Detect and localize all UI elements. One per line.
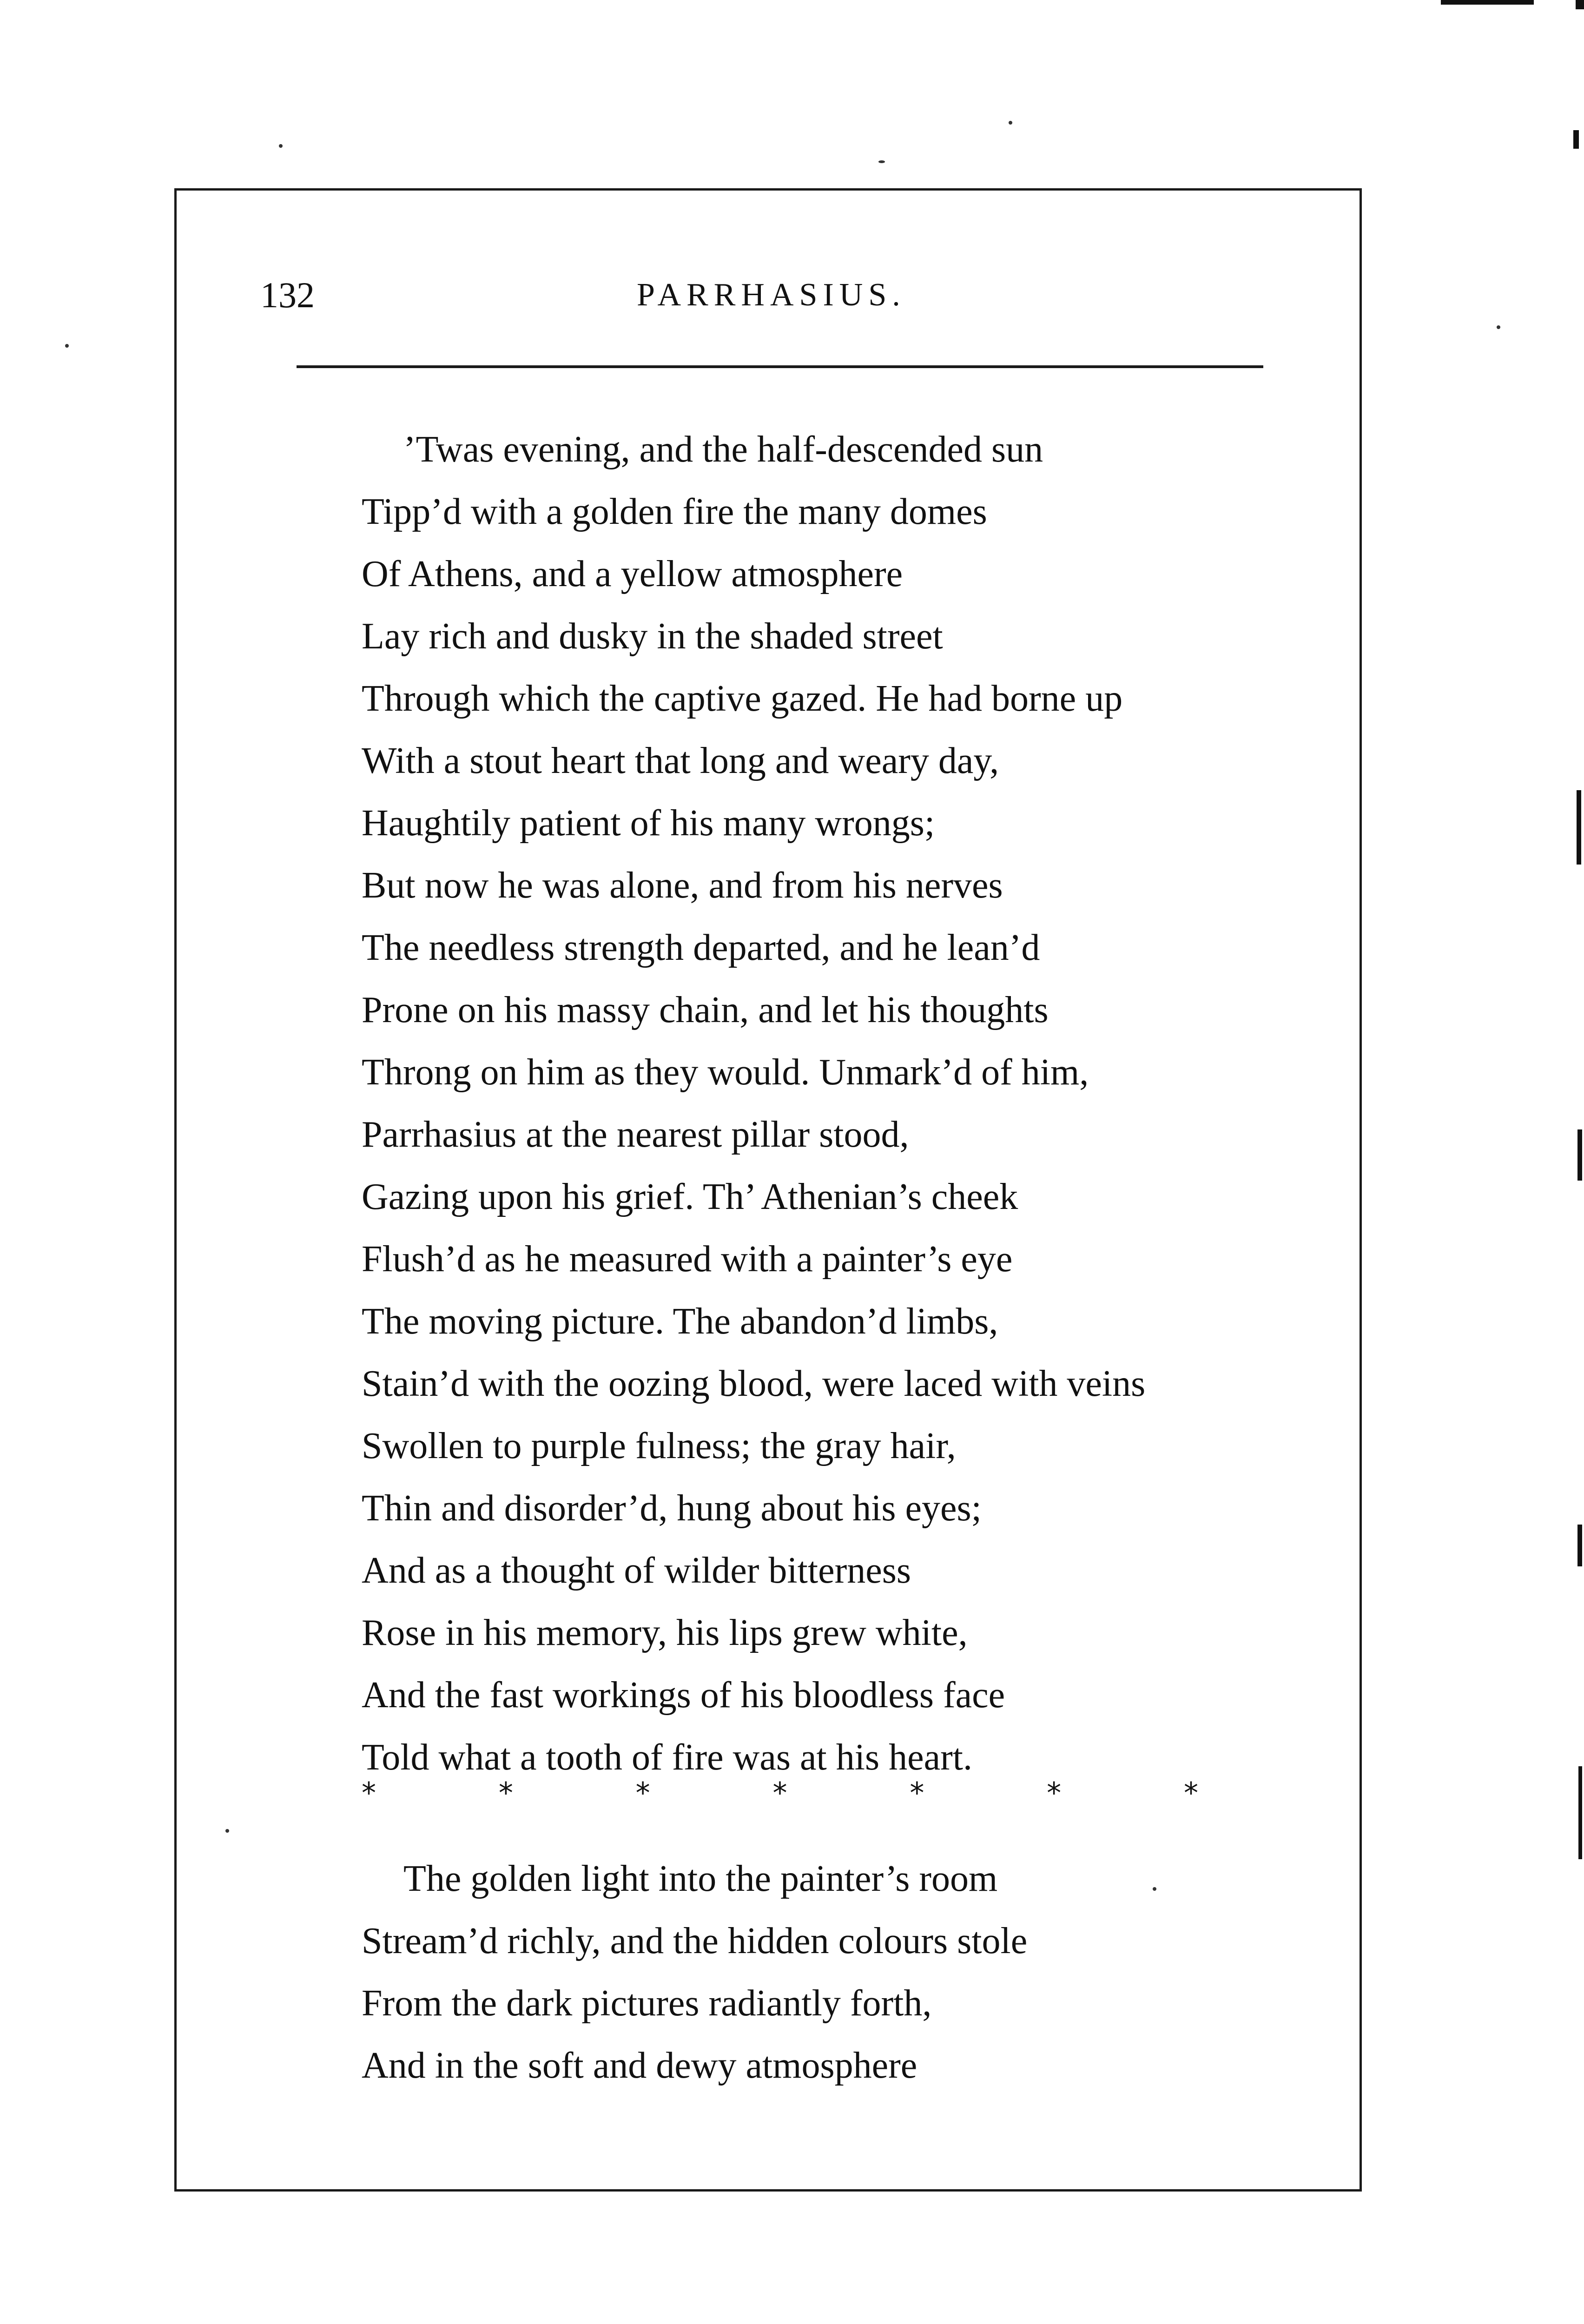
edge-mark [1573, 130, 1579, 149]
asterisk: * [635, 1776, 650, 1810]
scan-speck [1009, 121, 1012, 125]
section-break [362, 1776, 1198, 1810]
poem-line: Gazing upon his grief. Th’ Athenian’s cheek [362, 1176, 1018, 1217]
poem-line: Told what a tooth of fire was at his heart. [362, 1737, 973, 1778]
poem-line: The moving picture. The abandon’d limbs, [362, 1301, 998, 1342]
poem-line: The golden light into the painter’s room [403, 1858, 998, 1899]
poem-line: Prone on his massy chain, and let his thoughts [362, 990, 1049, 1030]
scan-speck [279, 144, 283, 148]
edge-mark [1578, 1766, 1582, 1859]
scan-speck [225, 1829, 229, 1833]
poem-line: Haughtily patient of his many wrongs; [362, 803, 935, 844]
header-rule [297, 365, 1263, 368]
poem-line: But now he was alone, and from his nerves [362, 865, 1003, 906]
poem-line: Stream’d richly, and the hidden colours stole [362, 1921, 1028, 1961]
poem-line: Throng on him as they would. Unmark’d of him, [362, 1052, 1089, 1093]
poem-line: Lay rich and dusky in the shaded street [362, 616, 943, 657]
poem-line: ’Twas evening, and the half-descended sun [403, 429, 1043, 470]
scan-speck [878, 160, 885, 163]
edge-mark [1441, 0, 1534, 5]
poem-line: Swollen to purple fulness; the gray hair, [362, 1426, 956, 1466]
stanza [362, 1848, 1027, 2097]
poem-line: Tipp’d with a golden fire the many domes [362, 491, 987, 532]
edge-mark [1577, 790, 1581, 865]
asterisk: * [1047, 1776, 1062, 1810]
asterisk: * [772, 1776, 787, 1810]
edge-mark [1577, 1129, 1582, 1181]
stanza [362, 418, 1145, 1789]
poem-line: Thin and disorder’d, hung about his eyes; [362, 1488, 982, 1529]
scan-speck [1497, 325, 1500, 329]
poem-line: Through which the captive gazed. He had borne up [362, 678, 1123, 719]
asterisk: * [362, 1776, 376, 1810]
scan-speck [1153, 1887, 1156, 1891]
edge-mark [1576, 0, 1584, 9]
page-number: 132 [260, 275, 315, 315]
running-title: PARRHASIUS. [637, 277, 906, 313]
asterisk: * [498, 1776, 513, 1810]
poem-line: With a stout heart that long and weary day, [362, 740, 999, 781]
poem-line: Parrhasius at the nearest pillar stood, [362, 1114, 909, 1155]
scan-speck [65, 344, 69, 348]
poem-line: And as a thought of wilder bitterness [362, 1550, 911, 1591]
asterisk: * [1183, 1776, 1198, 1810]
poem-line: Stain’d with the oozing blood, were laced with veins [362, 1363, 1146, 1404]
asterisk: * [910, 1776, 924, 1810]
poem-line: And in the soft and dewy atmosphere [362, 2045, 917, 2086]
poem-line: From the dark pictures radiantly forth, [362, 1983, 932, 2024]
poem-line: And the fast workings of his bloodless face [362, 1675, 1005, 1716]
edge-mark [1577, 1525, 1582, 1566]
poem-line: The needless strength departed, and he lean’d [362, 927, 1040, 968]
poem-line: Of Athens, and a yellow atmosphere [362, 554, 903, 594]
page-header [260, 272, 1264, 328]
poem-line: Flush’d as he measured with a painter’s eye [362, 1239, 1013, 1280]
poem-line: Rose in his memory, his lips grew white, [362, 1612, 968, 1653]
